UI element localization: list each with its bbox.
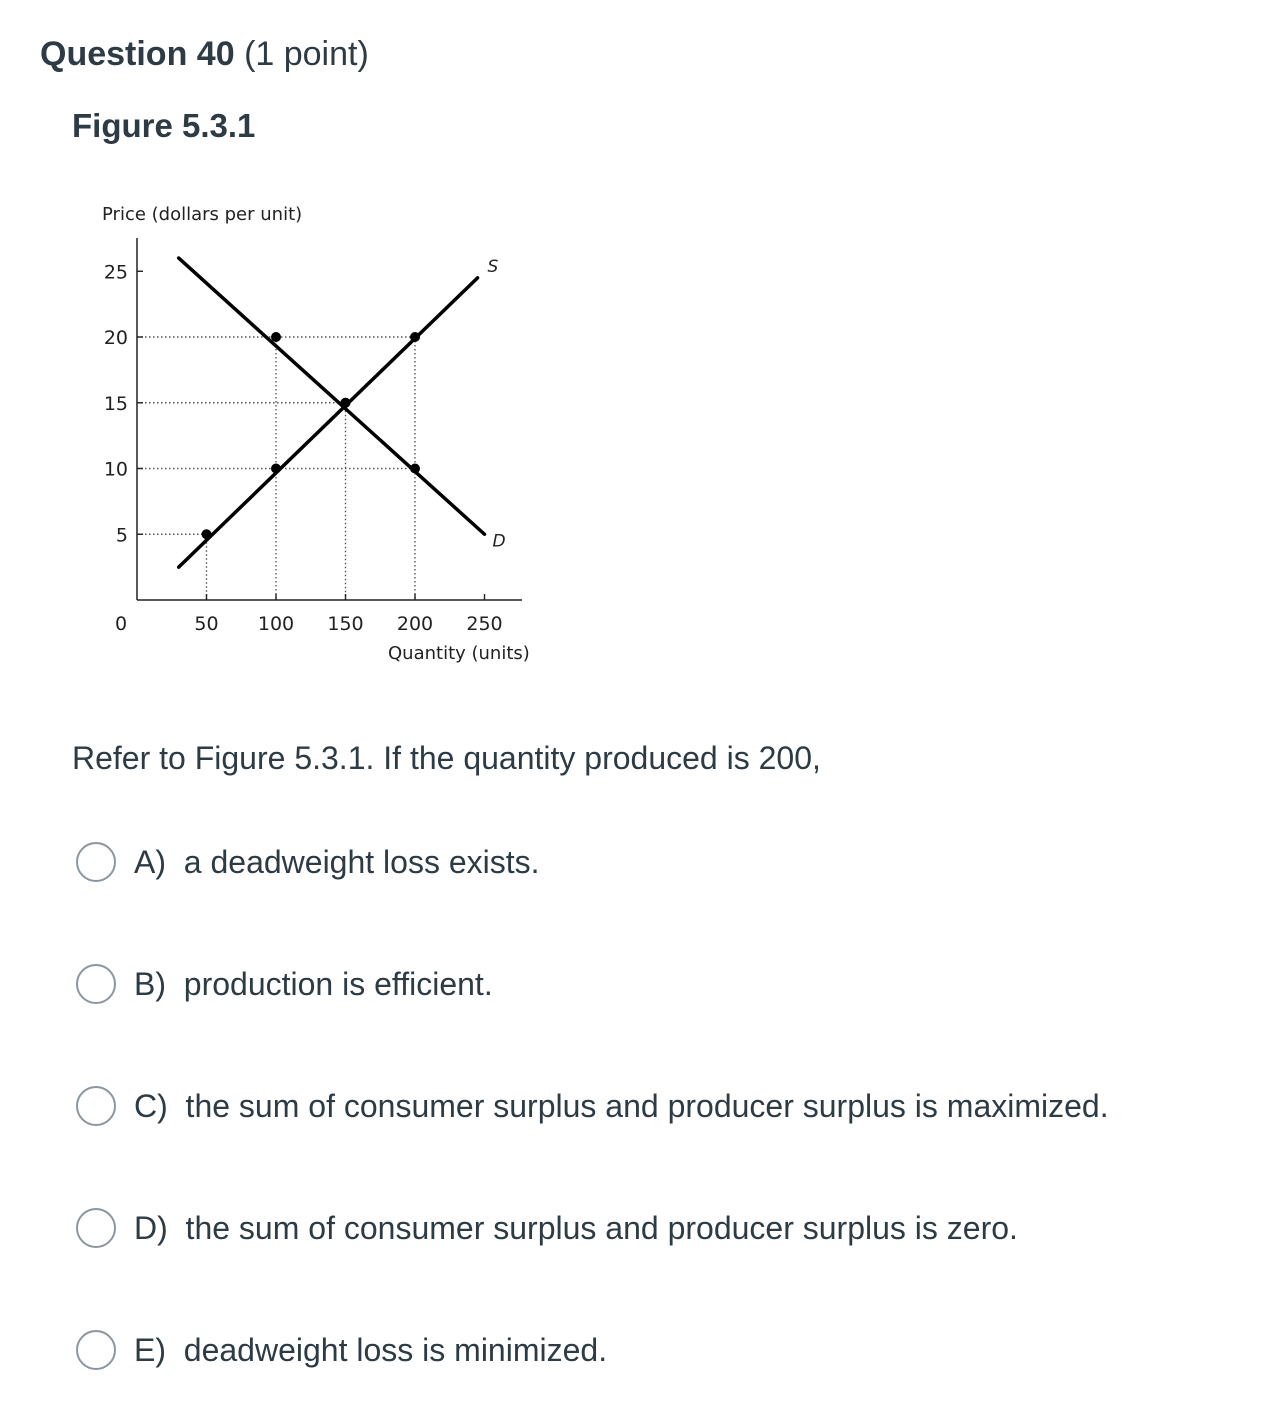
choice-d-letter: D) [134,1210,168,1246]
figure-title: Figure 5.3.1 [72,107,256,144]
demand-point-200-10 [410,464,420,474]
x-tick-label-200: 200 [396,613,434,635]
y-tick-label-10: 10 [103,458,128,481]
supply-demand-chart [90,190,550,680]
choice-c-text: the sum of consumer surplus and producer surplus is maximized. [185,1088,1109,1124]
choice-a-text: a deadweight loss exists. [183,844,540,880]
choice-e-label [134,1330,607,1370]
choice-b[interactable] [76,960,493,1008]
choice-d[interactable] [76,1204,1018,1252]
x-tick-label-50: 50 [194,613,219,635]
choice-d-label [134,1208,1018,1248]
radio-button-c[interactable] [76,1086,116,1126]
radio-button-b[interactable] [76,964,116,1004]
supply-point-100-10 [271,464,281,474]
supply-point-200-20 [410,332,420,342]
choice-c[interactable] [76,1082,1109,1130]
y-tick-label-15: 15 [103,392,128,415]
y-tick-label-20: 20 [103,327,128,349]
choice-a-letter: A) [134,844,166,880]
demand-curve-label: D [492,531,506,552]
y-tick-label-5: 5 [115,524,128,547]
y-tick-label-25: 25 [103,261,128,284]
choice-a-label [134,842,540,882]
choice-d-text: the sum of consumer surplus and producer surplus is zero. [185,1210,1018,1246]
x-tick-label-250: 250 [466,613,503,635]
question-title: Question 40 [40,35,235,73]
supply-line [179,278,478,567]
demand-point-100-20 [271,332,281,342]
x-axis-label: Quantity (units) [388,643,530,664]
choice-b-letter: B) [134,966,166,1002]
choice-b-label [134,964,493,1004]
choice-e-text: deadweight loss is minimized. [183,1332,608,1368]
choice-e-letter: E) [134,1332,166,1368]
question-points: (1 point) [244,35,369,73]
supply-point-50-5 [202,529,212,539]
origin-label: 0 [114,613,128,635]
choice-e[interactable] [76,1326,607,1374]
chart-series [179,257,506,567]
question-header [40,34,369,74]
radio-button-a[interactable] [76,842,116,882]
radio-button-d[interactable] [76,1208,116,1248]
question-stem: Refer to Figure 5.3.1. If the quantity produced is 200, [72,740,821,776]
radio-button-e[interactable] [76,1330,116,1370]
supply-point-150-15 [341,398,351,408]
supply-curve-label: S [487,256,499,277]
choice-c-letter: C) [134,1088,168,1124]
x-tick-label-150: 150 [327,613,364,635]
choice-a[interactable] [76,838,540,886]
x-tick-label-100: 100 [257,613,295,635]
choice-c-label [134,1086,1109,1126]
demand-line [179,258,485,534]
y-axis-label: Price (dollars per unit) [102,204,303,225]
choice-b-text: production is efficient. [183,966,493,1002]
